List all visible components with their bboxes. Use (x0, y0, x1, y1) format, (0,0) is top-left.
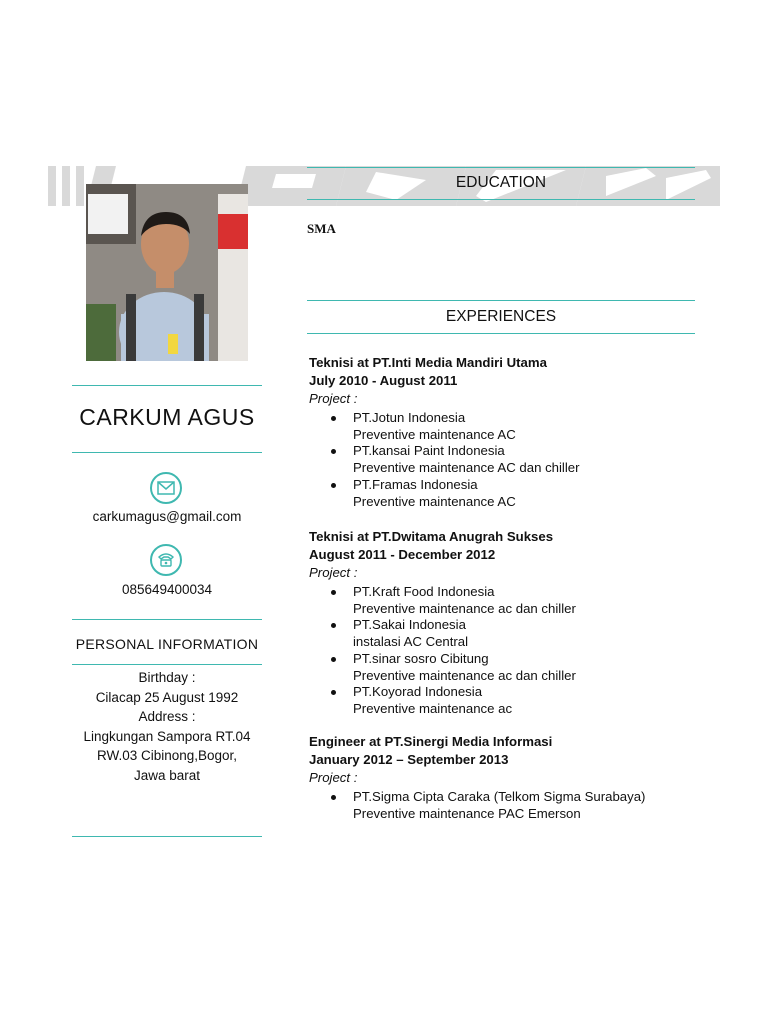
project-label: Project : (309, 391, 358, 406)
project-label: Project : (309, 770, 358, 785)
project-task: Preventive maintenance ac dan chiller (353, 600, 576, 616)
project-item (353, 789, 719, 822)
project-list (309, 410, 719, 510)
project-list (309, 789, 719, 822)
project-company: PT.kansai Paint Indonesia (353, 443, 505, 459)
address-line: Jawa barat (133, 767, 201, 783)
project-company: PT.Sakai Indonesia (353, 617, 466, 633)
candidate-name: CARKUM AGUS (79, 404, 255, 430)
divider (307, 199, 695, 200)
project-item (353, 651, 719, 684)
job-period: July 2010 - August 2011 (309, 372, 458, 388)
divider (72, 836, 262, 837)
divider (307, 167, 695, 168)
divider (72, 619, 262, 620)
email-text[interactable]: carkumagus@gmail.com (92, 509, 242, 524)
project-company: PT.Sigma Cipta Caraka (Telkom Sigma Surabaya) (353, 789, 646, 804)
education-heading: EDUCATION (455, 174, 547, 191)
telephone-icon (150, 544, 182, 576)
project-item (353, 410, 719, 443)
job-title: Engineer at PT.Sinergi Media Informasi (309, 734, 553, 749)
project-item (353, 617, 719, 650)
divider (72, 452, 262, 453)
envelope-icon (150, 472, 182, 504)
job-period: August 2011 - December 2012 (309, 546, 496, 562)
divider (72, 664, 262, 665)
divider (307, 333, 695, 334)
birthday-value: Cilacap 25 August 1992 (95, 689, 239, 705)
project-list (309, 584, 719, 718)
divider (72, 385, 262, 386)
job-entry (309, 354, 719, 510)
project-task: Preventive maintenance AC (353, 493, 516, 509)
birthday-label: Birthday : (138, 670, 196, 685)
project-item (353, 443, 719, 476)
project-task: Preventive maintenance ac dan chiller (353, 667, 576, 683)
project-task: Preventive maintenance AC (353, 426, 516, 442)
address-label: Address : (138, 709, 196, 724)
project-task: instalasi AC Central (353, 634, 469, 650)
job-title: Teknisi at PT.Inti Media Mandiri Utama (309, 355, 547, 370)
project-item (353, 684, 719, 717)
education-level: SMA (307, 221, 336, 236)
project-company: PT.Jotun Indonesia (353, 410, 466, 425)
address-line: RW.03 Cibinong,Bogor, (96, 748, 238, 763)
personal-info-heading: PERSONAL INFORMATION (75, 636, 259, 652)
divider (307, 300, 695, 301)
project-company: PT.Framas Indonesia (353, 476, 478, 492)
address-line: Lingkungan Sampora RT.04 (83, 728, 251, 744)
project-company: PT.Koyorad Indonesia (353, 684, 483, 700)
job-title: Teknisi at PT.Dwitama Anugrah Sukses (309, 529, 554, 544)
project-task: Preventive maintenance ac (353, 700, 513, 716)
project-item (353, 584, 719, 617)
project-task: Preventive maintenance AC dan chiller (353, 460, 580, 476)
job-entry (309, 733, 719, 822)
experiences-heading: EXPERIENCES (445, 308, 557, 325)
personal-info (72, 668, 262, 785)
job-period: January 2012 – September 2013 (309, 751, 509, 767)
phone-text[interactable]: 085649400034 (121, 582, 213, 597)
project-company: PT.Kraft Food Indonesia (353, 584, 495, 599)
project-company: PT.sinar sosro Cibitung (353, 650, 489, 666)
project-task: Preventive maintenance PAC Emerson (353, 805, 581, 821)
job-entry (309, 528, 719, 718)
profile-photo (86, 184, 248, 361)
project-label: Project : (309, 565, 358, 580)
project-item (353, 477, 719, 510)
